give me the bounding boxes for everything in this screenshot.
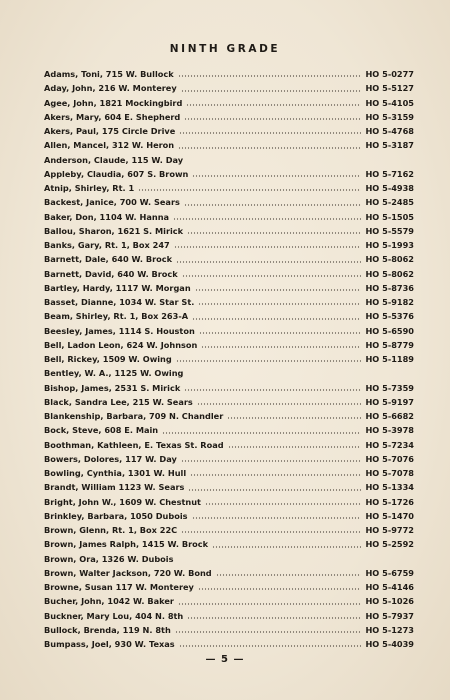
- directory-entry: [44, 393, 414, 407]
- entry-name-address: Bucher, John, 1042 W. Baker: [44, 596, 174, 607]
- entry-phone: HO 5-1505: [365, 211, 414, 222]
- dot-leader: [176, 360, 362, 362]
- entry-phone: HO 5-2485: [365, 197, 414, 208]
- dot-leader: [184, 389, 361, 391]
- entry-name-address: Bullock, Brenda, 119 N. 8th: [44, 624, 171, 635]
- entry-phone: HO 5-6759: [365, 567, 414, 578]
- entry-name-address: Brown, Walter Jackson, 720 W. Bond: [44, 567, 212, 578]
- dot-leader: [192, 517, 362, 519]
- entry-phone: HO 5-4768: [365, 126, 414, 137]
- dot-leader: [178, 603, 362, 605]
- entry-phone: HO 5-8736: [365, 282, 414, 293]
- entry-name-address: Black, Sandra Lee, 215 W. Sears: [44, 396, 193, 407]
- dot-leader: [181, 460, 362, 462]
- dot-leader: [205, 503, 361, 505]
- dot-leader: [198, 303, 361, 305]
- dot-leader: [184, 204, 362, 206]
- entry-phone: HO 5-1026: [365, 596, 414, 607]
- entry-name-address: Bell, Rickey, 1509 W. Owing: [44, 354, 172, 365]
- entry-phone: HO 5-1993: [365, 240, 414, 251]
- entry-name-address: Brown, Ora, 1326 W. Dubois: [44, 553, 174, 564]
- directory-entry: [44, 564, 414, 578]
- entry-phone: HO 5-7937: [365, 610, 414, 621]
- directory-entry: [44, 108, 414, 122]
- directory-entry: [44, 236, 414, 250]
- dot-leader: [178, 75, 362, 77]
- entry-name-address: Bright, John W., 1609 W. Chestnut: [44, 496, 201, 507]
- dot-leader: [192, 318, 361, 320]
- dot-leader: [192, 175, 361, 177]
- entry-phone: HO 5-4146: [365, 582, 414, 593]
- entry-phone: HO 5-4039: [365, 639, 414, 650]
- dot-leader: [175, 631, 362, 633]
- entry-phone: HO 5-5579: [365, 225, 414, 236]
- page-title: NINTH GRADE: [169, 43, 281, 55]
- directory-entry: [44, 208, 414, 222]
- entry-name-address: Adams, Toni, 715 W. Bullock: [44, 69, 174, 80]
- entry-phone: HO 5-7234: [365, 439, 414, 450]
- directory-entry: [44, 79, 414, 93]
- entry-name-address: Ballou, Sharon, 1621 S. Mirick: [44, 225, 184, 236]
- entry-phone: HO 5-3978: [365, 425, 414, 436]
- entry-name-address: Anderson, Claude, 115 W. Day: [44, 154, 184, 165]
- entry-phone: HO 5-1189: [365, 354, 414, 365]
- directory-entry: [44, 122, 414, 136]
- entry-name-address: Brinkley, Barbara, 1050 Dubois: [44, 510, 188, 521]
- entry-name-address: Basset, Dianne, 1034 W. Star St.: [44, 297, 195, 308]
- entry-name-address: Bartley, Hardy, 1117 W. Morgan: [44, 282, 191, 293]
- entry-phone: HO 5-6590: [365, 325, 414, 336]
- directory-entry: [44, 621, 414, 635]
- entry-name-address: Barnett, David, 640 W. Brock: [44, 268, 178, 279]
- entry-phone: HO 5-9772: [365, 525, 414, 536]
- entry-name-address: Brown, Glenn, Rt. 1, Box 22C: [44, 525, 178, 536]
- entry-name-address: Browne, Susan 117 W. Monterey: [44, 582, 194, 593]
- dot-leader: [184, 118, 361, 120]
- directory-list: [44, 65, 414, 649]
- dot-leader: [178, 147, 361, 149]
- dot-leader: [201, 346, 361, 348]
- entry-name-address: Bentley, W. A., 1125 W. Owing: [44, 368, 184, 379]
- entry-phone: HO 5-1470: [365, 510, 414, 521]
- dot-leader: [181, 90, 362, 92]
- directory-entry: [44, 179, 414, 193]
- directory-entry: [44, 607, 414, 621]
- dot-leader: [227, 417, 361, 419]
- entry-phone: HO 5-7078: [365, 468, 414, 479]
- entry-phone: HO 5-7359: [365, 382, 414, 393]
- entry-name-address: Beesley, James, 1114 S. Houston: [44, 325, 195, 336]
- entry-phone: HO 5-1334: [365, 482, 414, 493]
- directory-entry: [44, 279, 414, 293]
- directory-entry: [44, 578, 414, 592]
- directory-entry: [44, 65, 414, 79]
- entry-phone: HO 5-0277: [365, 69, 414, 80]
- directory-entry: [44, 550, 414, 564]
- directory-entry: [44, 535, 414, 549]
- entry-name-address: Bell, Ladon Leon, 624 W. Johnson: [44, 339, 198, 350]
- directory-entry: [44, 222, 414, 236]
- directory-entry: [44, 521, 414, 535]
- directory-entry: [44, 350, 414, 364]
- directory-entry: [44, 94, 414, 108]
- entry-name-address: Bishop, James, 2531 S. Mirick: [44, 382, 181, 393]
- entry-name-address: Banks, Gary, Rt. 1, Box 247: [44, 240, 170, 251]
- directory-entry: [44, 379, 414, 393]
- dot-leader: [138, 189, 361, 191]
- dot-leader: [228, 446, 362, 448]
- dot-leader: [187, 232, 361, 234]
- directory-entry: [44, 436, 414, 450]
- entry-phone: HO 5-9197: [365, 396, 414, 407]
- entry-phone: HO 5-7076: [365, 453, 414, 464]
- entry-phone: HO 5-3159: [365, 111, 414, 122]
- entry-phone: HO 5-8779: [365, 339, 414, 350]
- directory-entry: [44, 193, 414, 207]
- entry-name-address: Atnip, Shirley, Rt. 1: [44, 183, 135, 194]
- dot-leader: [188, 489, 361, 491]
- directory-entry: [44, 165, 414, 179]
- directory-entry: [44, 322, 414, 336]
- entry-name-address: Agee, John, 1821 Mockingbird: [44, 97, 183, 108]
- dot-leader: [162, 432, 361, 434]
- entry-name-address: Bowers, Dolores, 117 W. Day: [44, 453, 177, 464]
- directory-entry: [44, 421, 414, 435]
- dot-leader: [179, 132, 361, 134]
- dot-leader: [216, 574, 362, 576]
- directory-entry: [44, 136, 414, 150]
- dot-leader: [187, 617, 361, 619]
- dot-leader: [174, 246, 362, 248]
- dot-leader: [198, 588, 362, 590]
- directory-entry: [44, 151, 414, 165]
- entry-phone: HO 5-9182: [365, 297, 414, 308]
- dot-leader: [181, 531, 361, 533]
- directory-entry: [44, 493, 414, 507]
- entry-name-address: Appleby, Claudia, 607 S. Brown: [44, 168, 189, 179]
- directory-entry: [44, 265, 414, 279]
- entry-name-address: Blankenship, Barbara, 709 N. Chandler: [44, 411, 224, 422]
- directory-entry: [44, 450, 414, 464]
- dot-leader: [195, 289, 362, 291]
- entry-phone: HO 5-5376: [365, 311, 414, 322]
- entry-name-address: Akers, Paul, 175 Circle Drive: [44, 126, 176, 137]
- entry-phone: HO 5-8062: [365, 268, 414, 279]
- entry-name-address: Backest, Janice, 700 W. Sears: [44, 197, 180, 208]
- entry-name-address: Barnett, Dale, 640 W. Brock: [44, 254, 173, 265]
- dot-leader: [212, 546, 361, 548]
- entry-name-address: Aday, John, 216 W. Monterey: [44, 83, 177, 94]
- entry-name-address: Bowling, Cynthia, 1301 W. Hull: [44, 468, 187, 479]
- page-number: — 5 —: [205, 654, 245, 665]
- entry-phone: HO 5-1726: [365, 496, 414, 507]
- directory-entry: [44, 250, 414, 264]
- entry-phone: HO 5-7162: [365, 168, 414, 179]
- directory-entry: [44, 407, 414, 421]
- directory-entry: [44, 592, 414, 606]
- entry-phone: HO 5-3187: [365, 140, 414, 151]
- directory-entry: [44, 307, 414, 321]
- directory-entry: [44, 635, 414, 649]
- entry-phone: HO 5-5127: [365, 83, 414, 94]
- dot-leader: [197, 403, 362, 405]
- directory-entry: [44, 293, 414, 307]
- dot-leader: [199, 332, 362, 334]
- entry-name-address: Brown, James Ralph, 1415 W. Brock: [44, 539, 209, 550]
- entry-name-address: Akers, Mary, 604 E. Shepherd: [44, 111, 181, 122]
- entry-name-address: Baker, Don, 1104 W. Hanna: [44, 211, 170, 222]
- directory-entry: [44, 507, 414, 521]
- entry-name-address: Buckner, Mary Lou, 404 N. 8th: [44, 610, 184, 621]
- dot-leader: [186, 104, 361, 106]
- entry-phone: HO 5-1273: [365, 624, 414, 635]
- dot-leader: [176, 261, 361, 263]
- directory-entry: [44, 464, 414, 478]
- directory-entry: [44, 336, 414, 350]
- entry-name-address: Bumpass, Joel, 930 W. Texas: [44, 639, 175, 650]
- dot-leader: [182, 275, 362, 277]
- entry-name-address: Bock, Steve, 608 E. Main: [44, 425, 159, 436]
- entry-phone: HO 5-8062: [365, 254, 414, 265]
- entry-name-address: Boothman, Kathleen, E. Texas St. Road: [44, 439, 224, 450]
- entry-name-address: Allen, Mancel, 312 W. Heron: [44, 140, 175, 151]
- dot-leader: [190, 474, 361, 476]
- entry-phone: HO 5-6682: [365, 411, 414, 422]
- entry-phone: HO 5-4105: [365, 97, 414, 108]
- entry-name-address: Brandt, William 1123 W. Sears: [44, 482, 185, 493]
- dot-leader: [179, 645, 362, 647]
- entry-phone: HO 5-2592: [365, 539, 414, 550]
- directory-entry: [44, 478, 414, 492]
- entry-phone: HO 5-4938: [365, 183, 414, 194]
- entry-name-address: Beam, Shirley, Rt. 1, Box 263-A: [44, 311, 189, 322]
- directory-entry: [44, 364, 414, 378]
- dot-leader: [173, 218, 361, 220]
